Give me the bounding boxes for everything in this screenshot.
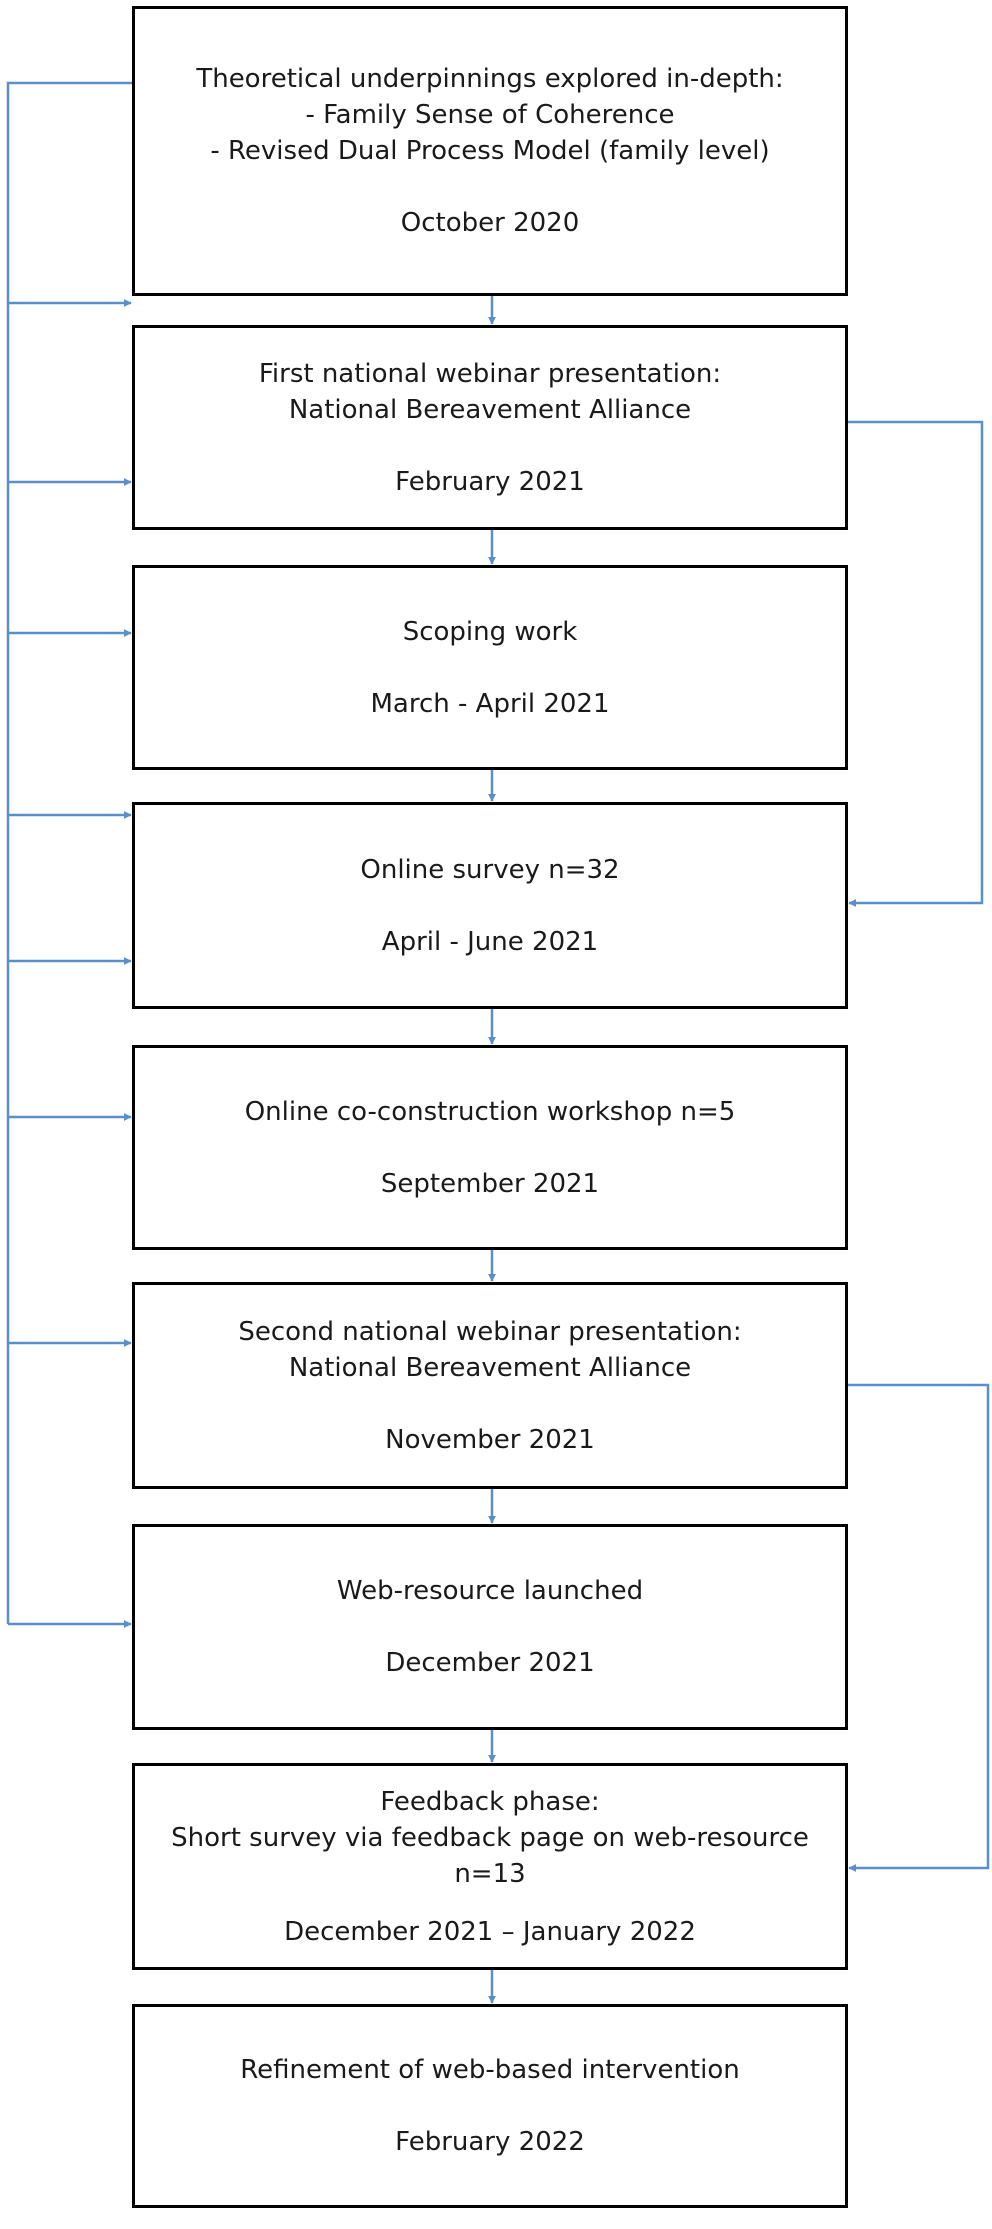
step-date: October 2020 xyxy=(400,208,580,238)
right-loop-arrow xyxy=(848,1385,988,1868)
step-date: December 2021 xyxy=(385,1648,595,1678)
step-text-line: Online co-construction workshop n=5 xyxy=(244,1096,736,1127)
step-text-line: First national webinar presentation: xyxy=(258,358,722,389)
step-text-line: Feedback phase: xyxy=(380,1786,600,1817)
step-text-line: - Family Sense of Coherence xyxy=(305,100,675,130)
step-box-scoping-work xyxy=(132,565,848,770)
step-box-refinement xyxy=(132,2004,848,2208)
step-text-line: - Revised Dual Process Model (family level) xyxy=(210,136,770,166)
step-text-line: Short survey via feedback page on web-resource xyxy=(171,1822,809,1853)
step-date: February 2022 xyxy=(395,2127,585,2157)
step-date: September 2021 xyxy=(380,1168,600,1199)
step-box-first-webinar xyxy=(132,325,848,530)
step-text-line: Web-resource launched xyxy=(336,1576,644,1606)
step-box-theoretical-underpinnings xyxy=(132,6,848,296)
step-text-line: Refinement of web-based intervention xyxy=(240,2055,740,2085)
step-text-line: n=13 xyxy=(454,1858,526,1889)
step-text-line: National Bereavement Alliance xyxy=(288,1352,692,1383)
step-box-feedback-phase xyxy=(132,1763,848,1970)
step-box-online-survey xyxy=(132,802,848,1009)
step-box-web-resource-launched xyxy=(132,1524,848,1730)
step-text-line: Online survey n=32 xyxy=(360,854,620,885)
step-date: November 2021 xyxy=(385,1424,595,1455)
right-loop-arrow xyxy=(848,422,982,903)
step-date: March - April 2021 xyxy=(370,688,610,719)
step-text-line: Theoretical underpinnings explored in-depth: xyxy=(196,64,784,94)
step-text-line: National Bereavement Alliance xyxy=(288,394,692,425)
left-spine xyxy=(8,83,132,1624)
step-date: April - June 2021 xyxy=(381,926,599,957)
step-date: February 2021 xyxy=(395,466,585,497)
step-date: December 2021 – January 2022 xyxy=(284,1916,696,1947)
step-text-line: Scoping work xyxy=(402,616,578,647)
step-box-second-webinar xyxy=(132,1282,848,1489)
step-text-line: Second national webinar presentation: xyxy=(238,1316,742,1347)
step-box-co-construction-workshop xyxy=(132,1045,848,1250)
